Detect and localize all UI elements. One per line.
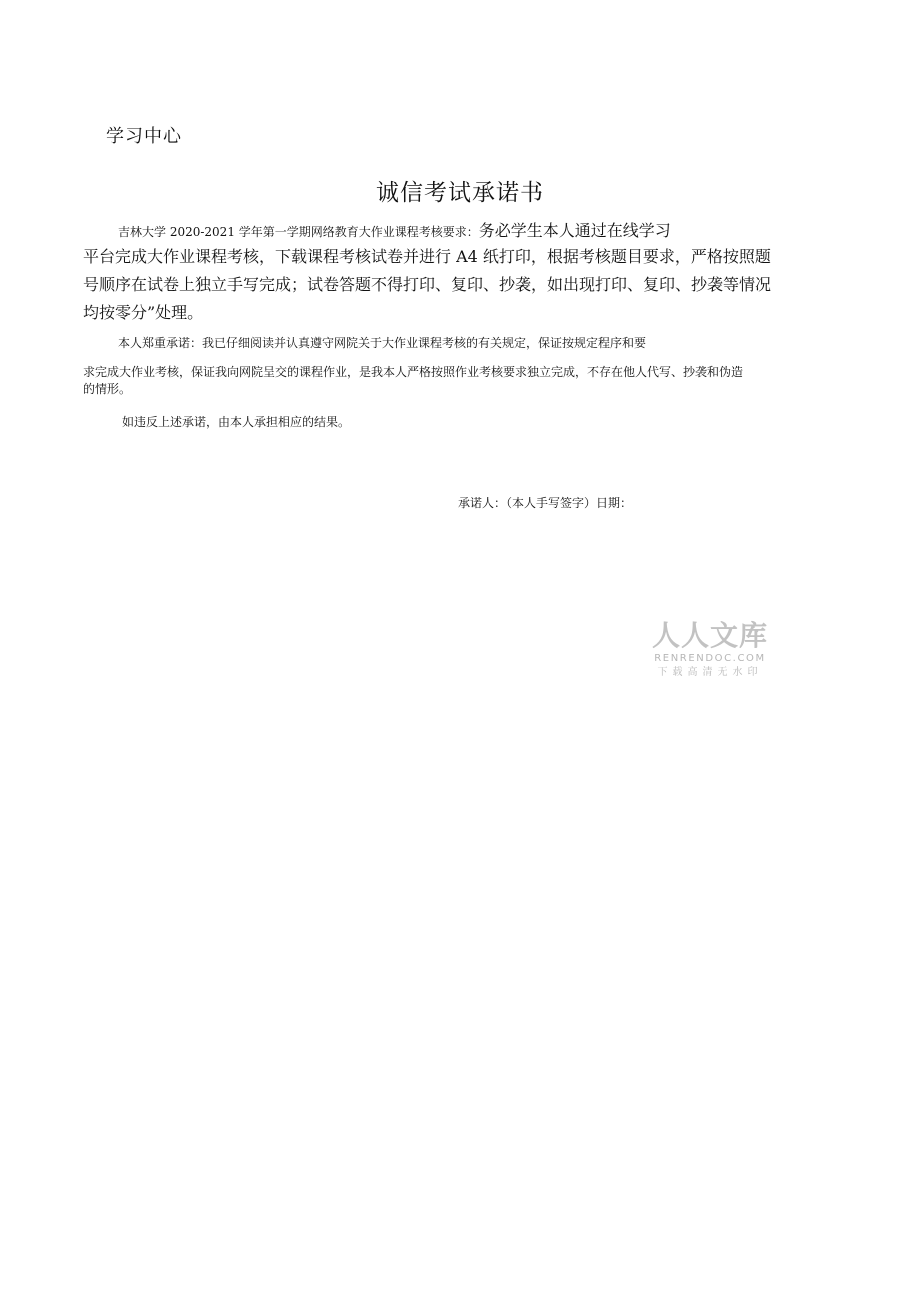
- signature-date-line: 承诺人：（本人手写签字）日期：: [458, 496, 633, 510]
- consequence-statement: 如违反上述承诺，由本人承担相应的结果。: [122, 415, 351, 429]
- pledge-line: 求完成大作业考核，保证我向网院呈交的课程作业，是我本人严格按照作业考核要求独立完成，不存在他人代写、抄袭和伪造: [83, 365, 744, 379]
- pledge-first-line: 本人郑重承诺：我已仔细阅读并认真遵守网院关于大作业课程考核的有关规定，保证按规定程序和要: [118, 336, 647, 350]
- watermark: [646, 620, 774, 680]
- watermark-domain: RENRENDOC.COM: [654, 653, 766, 664]
- requirements-line: 平台完成大作业课程考核，下载课程考核试卷并进行 A4 纸打印，根据考核题目要求，严格按照题: [83, 247, 771, 266]
- watermark-brand: 人人文库: [651, 619, 768, 652]
- requirements-intro: 吉林大学 2020-2021 学年第一学期网络教育大作业课程考核要求：: [118, 225, 479, 239]
- requirements-line: 号顺序在试卷上独立手写完成；试卷答题不得打印、复印、抄袭，如出现打印、复印、抄袭等情况: [83, 275, 772, 294]
- requirements-intro-emphasis: 务必学生本人通过在线学习: [478, 221, 671, 240]
- document-title: 诚信考试承诺书: [376, 180, 544, 206]
- learning-center-label: 学习中心: [106, 126, 182, 147]
- pledge-line: 的情形。: [83, 382, 132, 396]
- requirements-first-line: [118, 218, 671, 241]
- requirements-line: 均按零分”处理。: [83, 303, 204, 322]
- watermark-tagline: 下载高清无水印: [657, 667, 763, 678]
